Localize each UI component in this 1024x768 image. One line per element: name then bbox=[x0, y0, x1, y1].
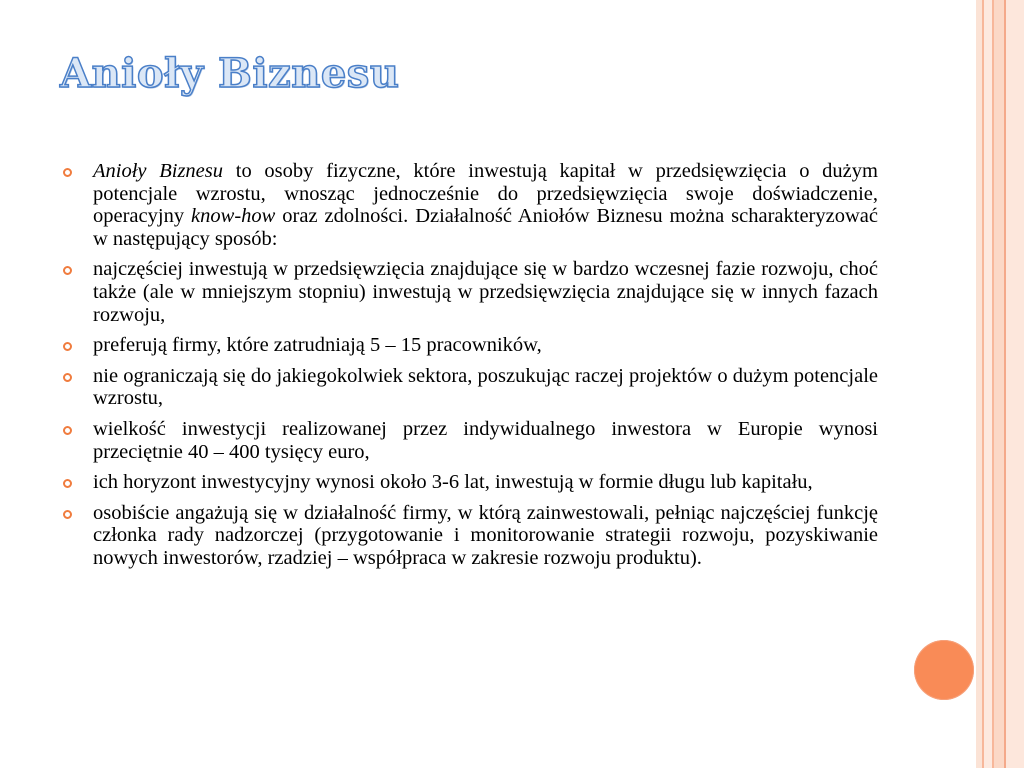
bullet-text: preferują firmy, które zatrudniają 5 – 15 pracowników, bbox=[93, 334, 542, 357]
bullet-text: nie ograniczają się do jakiegokolwiek sektora, poszukując raczej projektów o dużym potencjale wzrostu, bbox=[93, 364, 878, 410]
bullet-circle-icon bbox=[63, 342, 72, 351]
bullet-text: wielkość inwestycji realizowanej przez indywidualnego inwestora w Europie wynosi przeciętnie 40 – 400 tysięcy euro, bbox=[93, 417, 878, 463]
bullet-item bbox=[60, 365, 878, 410]
bullet-circle-icon bbox=[63, 168, 72, 177]
bullet-item bbox=[60, 418, 878, 463]
bullet-circle-icon bbox=[63, 266, 72, 275]
bullet-text: ich horyzont inwestycyjny wynosi około 3-6 lat, inwestują w formie długu lub kapitału, bbox=[93, 471, 813, 494]
bullet-item bbox=[60, 471, 878, 494]
bullet-circle-icon bbox=[63, 373, 72, 382]
bullet-item bbox=[60, 502, 878, 570]
intro-term: Anioły Biznesu bbox=[93, 160, 224, 182]
decorative-stripe bbox=[1006, 0, 1024, 768]
bullet-text: osobiście angażują się w działalność firmy, w którą zainwestowali, pełniąc najczęściej funkcję członka rady nadzorczej (przygotowanie i monitorowanie strategii rozwoju, pozyskiwanie nowych inwestorów, rzadziej – współpraca w zakresie rozwoju produktu). bbox=[93, 501, 878, 569]
decorative-stripe bbox=[984, 0, 992, 768]
bullet-item bbox=[60, 334, 878, 357]
intro-text-part2: oraz zdolności. Działalność Aniołów Biznesu można scharakteryzować w następujący sposób: bbox=[93, 205, 878, 250]
bullet-item bbox=[60, 258, 878, 326]
slide-title: Anioły Biznesu bbox=[60, 50, 400, 97]
bullet-list bbox=[60, 160, 878, 578]
intro-know-how: know-how bbox=[191, 205, 276, 228]
accent-circle bbox=[914, 640, 974, 700]
decorative-stripe bbox=[994, 0, 1004, 768]
bullet-circle-icon bbox=[63, 426, 72, 435]
bullet-circle-icon bbox=[63, 510, 72, 519]
bullet-text: najczęściej inwestują w przedsięwzięcia znajdujące się w bardzo wczesnej fazie rozwoju, choć także (ale w mniejszym stopniu) inwestują w przedsięwzięcia znajdujące się w innych fazach rozwoju, bbox=[93, 258, 878, 326]
intro-text-part1: to osoby fizyczne, które inwestują kapitał w przedsięwzięcia o dużym potencjale wzrostu, wnosząc jednocześnie do przedsięwzięcia swoje doświadczenie, operacyjny bbox=[93, 160, 878, 228]
bullet-circle-icon bbox=[63, 479, 72, 488]
bullet-item-intro bbox=[60, 160, 878, 250]
